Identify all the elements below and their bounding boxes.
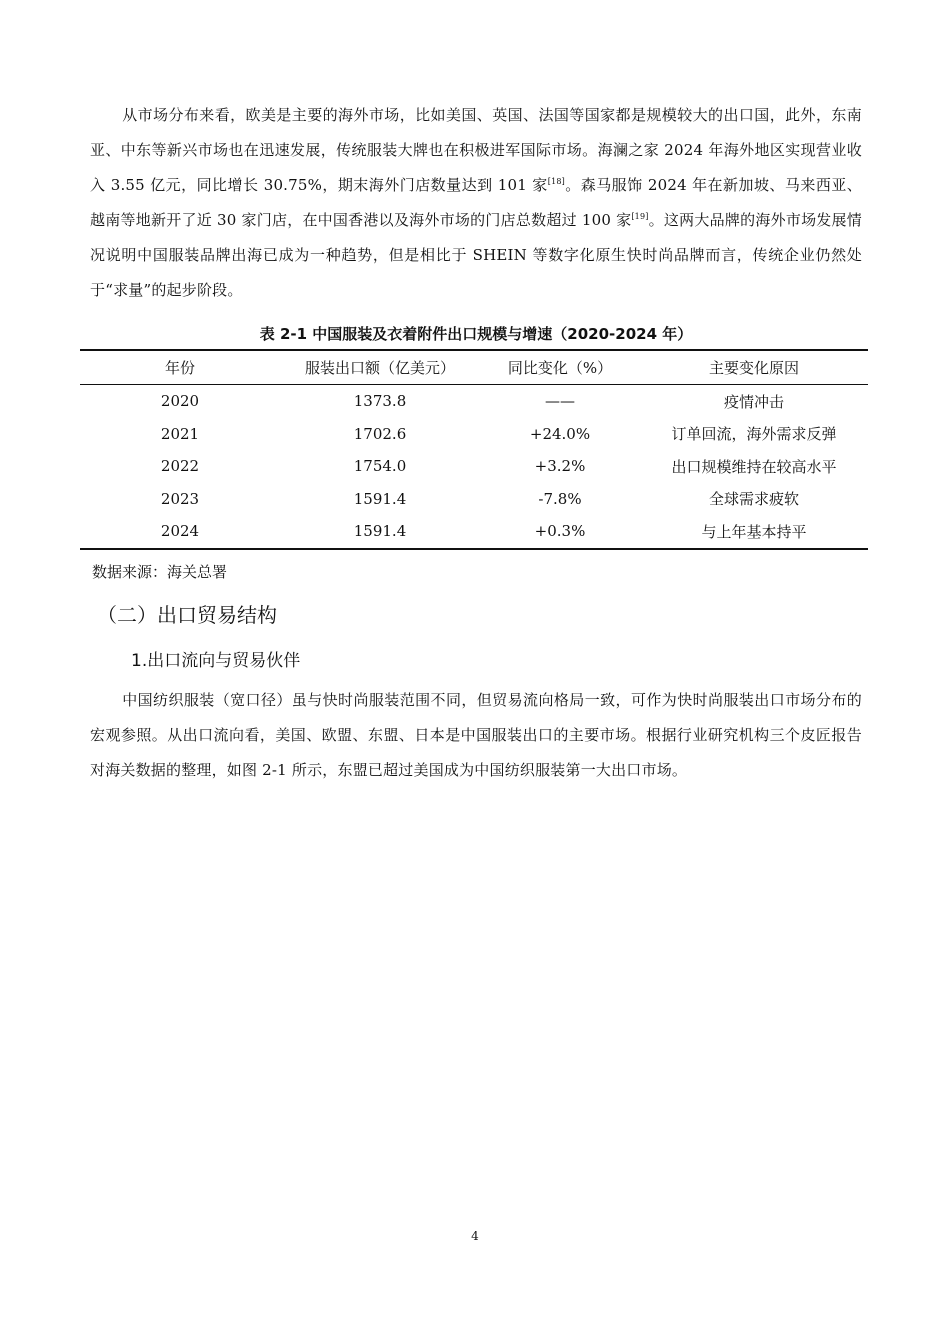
cell-year: 2023 <box>160 489 200 508</box>
table-row <box>80 450 868 483</box>
data-source-note: 数据来源：海关总署 <box>92 563 228 581</box>
paragraph-text: 从市场分布来看，欧美是主要的海外市场，比如美国、英国、法国等国家都是规模较大的出口国，此外，东南亚、中东等新兴市场也在迅速发展，传统服装大牌也在积极进军国际市场。海澜之家 2024 年海外地区实现营业收入 3.55 亿元，同比增长 30.75%，期末海外门店数量达到 101 家 <box>90 106 862 194</box>
table-row <box>80 418 868 451</box>
sub-heading: 1.出口流向与贸易伙伴 <box>131 651 301 671</box>
cell-reason: 与上年基本持平 <box>701 522 807 541</box>
body-paragraph-export-flow <box>90 683 862 788</box>
column-header-export-amount: 服装出口额（亿美元） <box>304 359 455 377</box>
cell-yoy-change: +3.2% <box>534 457 586 476</box>
citation-ref-19: [19] <box>631 212 649 221</box>
cell-reason: 出口规模维持在较高水平 <box>671 457 837 476</box>
page-number: 4 <box>471 1229 479 1243</box>
table-header-row <box>80 350 868 385</box>
table-row <box>80 483 868 516</box>
cell-yoy-change: +24.0% <box>529 424 591 443</box>
cell-export-amount: 1373.8 <box>353 392 407 411</box>
paragraph-text: 中国纺织服装（宽口径）虽与快时尚服装范围不同，但贸易流向格局一致，可作为快时尚服装出口市场分布的宏观参照。从出口流向看，美国、欧盟、东盟、日本是中国服装出口的主要市场。根据行业研究机构三个皮匠报告对海关数据的整理，如图 2-1 所示，东盟已超过美国成为中国纺织服装第一大出口市场。 <box>90 691 862 779</box>
cell-yoy-change: —— <box>545 392 575 411</box>
cell-export-amount: 1591.4 <box>353 489 407 508</box>
paragraph-text: 。这两大品牌的海外市场发展情况说明中国服装品牌出海已成为一种趋势，但是相比于 SHEIN 等数字化原生快时尚品牌而言，传统企业仍然处于“求量”的起步阶段。 <box>90 211 862 299</box>
export-scale-table <box>80 349 868 550</box>
cell-reason: 全球需求疲软 <box>708 490 799 509</box>
column-header-year: 年份 <box>164 359 195 377</box>
cell-yoy-change: +0.3% <box>534 522 586 541</box>
cell-reason: 订单回流，海外需求反弹 <box>671 425 837 444</box>
citation-ref-18: [18] <box>547 177 565 186</box>
column-header-yoy-change: 同比变化（%） <box>507 359 613 377</box>
table-caption: 表 2-1 中国服装及衣着附件出口规模与增速（2020-2024 年） <box>259 325 693 343</box>
table-row <box>80 515 868 549</box>
cell-yoy-change: -7.8% <box>538 489 582 508</box>
cell-year: 2022 <box>160 457 200 476</box>
cell-year: 2021 <box>160 424 200 443</box>
cell-year: 2020 <box>160 392 200 411</box>
cell-export-amount: 1702.6 <box>353 424 407 443</box>
cell-reason: 疫情冲击 <box>723 392 784 411</box>
paragraph-text: 。森马服饰 2024 年在新加坡、马来西亚、越南等地新开了近 30 家门店，在中国香港以及海外市场的门店总数超过 100 家 <box>90 176 862 229</box>
cell-export-amount: 1591.4 <box>353 522 407 541</box>
cell-year: 2024 <box>160 522 200 541</box>
column-header-reason: 主要变化原因 <box>708 359 799 377</box>
section-heading: （二）出口贸易结构 <box>97 603 277 627</box>
table-row <box>80 385 868 418</box>
body-paragraph-market-distribution <box>90 98 862 308</box>
cell-export-amount: 1754.0 <box>353 457 407 476</box>
